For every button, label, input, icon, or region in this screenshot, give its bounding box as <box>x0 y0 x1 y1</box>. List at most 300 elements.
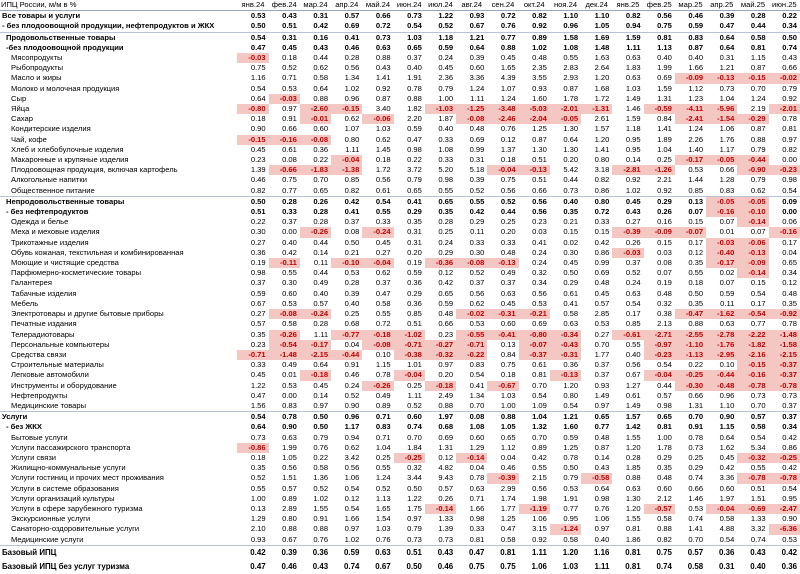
value-cell: 2.64 <box>594 63 610 73</box>
value-cell: 0.86 <box>594 247 610 257</box>
value-cell: 0.33 <box>438 134 454 144</box>
value-cell: -0.04 <box>394 370 425 380</box>
value-cell: -1.25 <box>456 104 487 114</box>
value-cell: 0.25 <box>375 452 391 462</box>
value-cell: 1.60 <box>532 93 547 103</box>
row-label: Обувь кожаная, текстильная и комбинированная <box>11 247 184 257</box>
value-cell: 0.93 <box>469 11 485 21</box>
value-cell: 0.52 <box>313 483 329 493</box>
value-cell: 0.69 <box>594 268 610 278</box>
value-cell: 0.08 <box>344 227 360 237</box>
value-cell: 1.11 <box>519 545 550 560</box>
row-label: Плодоовощная продукция, включая картофель <box>11 165 178 175</box>
column-header: сен.24 <box>487 0 518 11</box>
value-cell: -1.31 <box>581 104 612 114</box>
value-cell: 1.02 <box>344 534 360 544</box>
value-cell: 0.65 <box>438 288 454 298</box>
value-cell: 0.25 <box>657 155 672 165</box>
value-cell: 0.61 <box>563 288 579 298</box>
value-cell: 0.15 <box>750 278 766 288</box>
value-cell: -1.13 <box>675 350 706 360</box>
row-label: Базовый ИПЦ <box>0 545 237 560</box>
value-cell: 0.48 <box>657 288 672 298</box>
value-cell: 0.76 <box>313 534 329 544</box>
value-cell: 0.80 <box>581 196 612 207</box>
value-cell: 0.35 <box>688 298 704 308</box>
value-cell: 0.74 <box>688 514 704 524</box>
value-cell: 0.24 <box>438 237 454 247</box>
value-cell: 1.12 <box>688 83 704 93</box>
value-cell: 1.13 <box>657 42 672 52</box>
value-cell: -0.27 <box>425 340 456 350</box>
value-cell: 1.69 <box>581 32 612 43</box>
value-cell: 0.00 <box>782 155 797 165</box>
value-cell: 1.99 <box>282 442 297 452</box>
value-cell: 0.75 <box>657 21 672 31</box>
value-cell: 1.82 <box>407 104 422 114</box>
value-cell: 0.57 <box>250 319 266 329</box>
row-label: Меха и меховые изделия <box>11 227 100 237</box>
row-label: Экскурсионные услуги <box>11 514 91 524</box>
value-cell: 1.75 <box>407 503 422 513</box>
value-cell: 0.75 <box>282 175 297 185</box>
value-cell: 0.38 <box>657 309 672 319</box>
value-cell: 0.28 <box>750 11 766 21</box>
value-cell: 0.86 <box>782 442 797 452</box>
value-cell: 0.71 <box>469 493 485 503</box>
value-cell: -4.11 <box>675 104 706 114</box>
value-cell: 0.21 <box>563 217 579 227</box>
value-cell: 0.60 <box>657 483 672 493</box>
table-row <box>0 217 800 227</box>
value-cell: 1.46 <box>625 104 641 114</box>
value-cell: 0.87 <box>563 83 579 93</box>
value-cell: 0.04 <box>782 247 797 257</box>
value-cell: 0.83 <box>675 32 706 43</box>
value-cell: 1.24 <box>750 93 766 103</box>
value-cell: 0.11 <box>470 227 485 237</box>
value-cell: 1.03 <box>625 83 641 93</box>
value-cell: 0.43 <box>425 545 456 560</box>
row-label: Легковые автомобили <box>11 370 89 380</box>
value-cell: 0.74 <box>656 561 672 571</box>
row-label: Бытовые услуги <box>11 432 68 442</box>
value-cell: 0.43 <box>625 207 641 217</box>
row-label: Мясопродукты <box>11 53 63 63</box>
value-cell: 0.53 <box>282 83 297 93</box>
value-cell: 0.79 <box>407 175 422 185</box>
value-cell: 0.09 <box>769 196 800 207</box>
value-cell: 0.24 <box>625 278 641 288</box>
value-cell: 0.62 <box>750 185 766 195</box>
value-cell: 0.42 <box>313 21 329 31</box>
value-cell: 0.51 <box>532 175 547 185</box>
row-label: Строительные материалы <box>11 360 104 370</box>
value-cell: 0.54 <box>250 83 266 93</box>
value-cell: 1.16 <box>250 73 266 83</box>
value-cell: 0.87 <box>688 42 704 52</box>
value-cell: 1.20 <box>594 134 610 144</box>
value-cell: 1.31 <box>688 400 704 410</box>
value-cell: 0.97 <box>282 104 297 114</box>
value-cell: -0.23 <box>769 165 800 175</box>
value-cell: -2.47 <box>769 504 800 514</box>
value-cell: 0.03 <box>532 227 547 237</box>
value-cell: 0.59 <box>407 268 422 278</box>
value-cell: 0.48 <box>782 288 797 298</box>
value-cell: 5.34 <box>750 442 766 452</box>
value-cell: 0.48 <box>532 53 547 63</box>
value-cell: 1.99 <box>657 63 672 73</box>
value-cell: 0.21 <box>344 247 360 257</box>
value-cell: 1.15 <box>719 422 735 432</box>
value-cell: 0.70 <box>750 83 766 93</box>
value-cell: -0.31 <box>550 350 581 360</box>
value-cell: 0.52 <box>407 400 422 410</box>
value-cell: 0.50 <box>769 32 800 43</box>
value-cell: -2.15 <box>300 350 331 360</box>
value-cell: 0.45 <box>438 63 454 73</box>
value-cell: -0.08 <box>362 340 393 350</box>
value-cell: 0.70 <box>532 380 547 390</box>
value-cell: 0.40 <box>344 298 360 308</box>
value-cell: 0.66 <box>719 165 735 175</box>
value-cell: 2.20 <box>407 114 422 124</box>
value-cell: 0.63 <box>375 42 391 52</box>
value-cell: 0.70 <box>594 339 610 349</box>
value-cell: 0.42 <box>331 196 362 207</box>
value-cell: 1.77 <box>500 503 516 513</box>
value-cell: 1.04 <box>519 412 550 423</box>
value-cell: -1.82 <box>737 340 768 350</box>
table-row <box>0 330 800 340</box>
value-cell: 1.27 <box>625 380 641 390</box>
value-cell: 0.39 <box>344 288 360 298</box>
value-cell: 1.30 <box>563 144 579 154</box>
value-cell: 0.70 <box>313 175 329 185</box>
value-cell: 0.61 <box>375 185 391 195</box>
value-cell: 0.43 <box>375 63 391 73</box>
value-cell: 0.58 <box>750 422 766 432</box>
value-cell: 2.61 <box>594 114 610 124</box>
value-cell: 0.33 <box>469 524 485 534</box>
value-cell: 0.78 <box>407 83 422 93</box>
value-cell: 0.95 <box>625 144 641 154</box>
value-cell: 2.49 <box>438 390 454 400</box>
value-cell: 0.81 <box>750 42 766 52</box>
value-cell: 0.18 <box>250 114 266 124</box>
value-cell: 0.16 <box>300 32 331 43</box>
value-cell: 0.41 <box>469 380 485 390</box>
table-row <box>0 514 800 524</box>
value-cell: 1.11 <box>313 329 329 339</box>
table-row <box>0 433 800 443</box>
value-cell: 1.17 <box>344 422 360 432</box>
value-cell: 0.44 <box>657 380 672 390</box>
value-cell: 0.59 <box>250 288 266 298</box>
value-cell: 0.54 <box>237 32 268 43</box>
table-row <box>0 412 800 423</box>
value-cell: 1.34 <box>469 390 485 400</box>
value-cell: 1.51 <box>282 473 297 483</box>
value-cell: 0.26 <box>438 493 454 503</box>
table-row <box>0 494 800 504</box>
value-cell: 0.88 <box>500 42 516 52</box>
value-cell: 0.52 <box>469 268 485 278</box>
row-label: Персональные компьютеры <box>11 339 110 349</box>
value-cell: 0.30 <box>250 227 266 237</box>
value-cell: -0.15 <box>331 104 362 114</box>
row-label: Средства связи <box>11 349 67 359</box>
value-cell: 3.72 <box>407 165 422 175</box>
value-cell: -0.54 <box>269 340 300 350</box>
value-cell: -0.14 <box>737 268 768 278</box>
value-cell: 0.83 <box>282 400 297 410</box>
value-cell: 1.00 <box>500 400 516 410</box>
value-cell: 0.57 <box>438 483 454 493</box>
value-cell: -0.90 <box>737 165 768 175</box>
value-cell: 0.52 <box>250 473 266 483</box>
value-cell: 0.79 <box>750 144 766 154</box>
value-cell: 0.41 <box>394 196 425 207</box>
value-cell: 0.65 <box>581 412 612 423</box>
value-cell: 2.99 <box>500 483 516 493</box>
value-cell: 0.37 <box>500 278 516 288</box>
value-cell: 0.93 <box>594 380 610 390</box>
value-cell: 0.62 <box>469 298 485 308</box>
value-cell: 0.88 <box>313 524 329 534</box>
value-cell: -1.76 <box>706 340 737 350</box>
value-cell: 1.78 <box>657 442 672 452</box>
value-cell: 0.67 <box>375 561 391 571</box>
value-cell: 1.04 <box>719 93 735 103</box>
value-cell: 0.28 <box>313 217 329 227</box>
value-cell: 0.46 <box>344 42 360 52</box>
value-cell: 0.39 <box>269 545 300 560</box>
value-cell: 0.88 <box>688 319 704 329</box>
value-cell: 0.72 <box>375 21 391 31</box>
table-row <box>0 145 800 155</box>
value-cell: 0.02 <box>563 237 579 247</box>
value-cell: 0.82 <box>782 144 797 154</box>
value-cell: 0.48 <box>500 247 516 257</box>
value-cell: 0.42 <box>782 463 797 473</box>
value-cell: 0.17 <box>750 298 766 308</box>
row-label: Услуги <box>0 412 237 423</box>
value-cell: 0.46 <box>500 463 516 473</box>
value-cell: -0.77 <box>331 330 362 340</box>
value-cell: 0.50 <box>300 412 331 423</box>
value-cell: 0.88 <box>282 524 297 534</box>
value-cell: 0.50 <box>313 422 329 432</box>
value-cell: 0.62 <box>344 114 360 124</box>
value-cell: 0.44 <box>313 268 329 278</box>
value-cell: 0.34 <box>532 278 547 288</box>
value-cell: 0.60 <box>469 63 485 73</box>
row-label: Хлеб и хлебобулочные изделия <box>11 144 124 154</box>
value-cell: 2.21 <box>657 175 672 185</box>
value-cell: 0.23 <box>532 217 547 227</box>
table-row <box>0 124 800 134</box>
value-cell: 0.89 <box>282 493 297 503</box>
value-cell: 0.54 <box>532 390 547 400</box>
value-cell: -0.26 <box>269 330 300 340</box>
value-cell: 0.53 <box>594 319 610 329</box>
value-cell: 0.19 <box>250 258 266 268</box>
value-cell: 1.41 <box>688 524 704 534</box>
value-cell: 0.17 <box>782 237 797 247</box>
value-cell: -1.10 <box>675 340 706 350</box>
value-cell: 0.73 <box>688 442 704 452</box>
value-cell: -0.39 <box>612 227 643 237</box>
value-cell: 0.52 <box>375 483 391 493</box>
value-cell: -0.24 <box>362 227 393 237</box>
value-cell: 0.37 <box>594 360 610 370</box>
value-cell: -1.83 <box>300 165 331 175</box>
value-cell: 1.05 <box>594 21 610 31</box>
row-label: Продовольственные товары <box>0 32 237 43</box>
value-cell: 0.33 <box>500 237 516 247</box>
value-cell: 1.07 <box>500 83 516 93</box>
value-cell: 0.37 <box>344 217 360 227</box>
value-cell: 0.58 <box>375 298 391 308</box>
value-cell: 1.85 <box>625 463 641 473</box>
row-label: Инструменты и оборудование <box>11 380 117 390</box>
row-label: Жилищно-коммунальные услуги <box>11 463 126 473</box>
value-cell: 0.37 <box>469 278 485 288</box>
table-row <box>0 73 800 83</box>
value-cell: -0.92 <box>769 309 800 319</box>
value-cell: 0.29 <box>407 207 422 217</box>
value-cell: 2.26 <box>688 134 704 144</box>
value-cell: 1.11 <box>407 390 422 400</box>
value-cell: 1.08 <box>438 144 454 154</box>
value-cell: 1.49 <box>625 93 641 103</box>
value-cell: 0.95 <box>563 514 579 524</box>
value-cell: 0.50 <box>237 196 268 207</box>
value-cell: 0.52 <box>625 268 641 278</box>
value-cell: 0.88 <box>625 473 641 483</box>
value-cell: 0.66 <box>438 319 454 329</box>
value-cell: -1.02 <box>394 330 425 340</box>
value-cell: 0.75 <box>500 360 516 370</box>
value-cell: 0.52 <box>487 196 518 207</box>
value-cell: 0.45 <box>313 380 329 390</box>
value-cell: 1.06 <box>532 514 547 524</box>
value-cell: 0.35 <box>438 207 454 217</box>
value-cell: 0.59 <box>719 288 735 298</box>
value-cell: 0.64 <box>313 83 329 93</box>
value-cell: 0.59 <box>688 21 704 31</box>
value-cell: 0.27 <box>250 237 266 247</box>
value-cell: -2.22 <box>737 330 768 340</box>
value-cell: 0.51 <box>407 319 422 329</box>
value-cell: 0.15 <box>563 227 579 237</box>
value-cell: 0.48 <box>469 124 485 134</box>
value-cell: -0.05 <box>550 114 581 124</box>
value-cell: 0.73 <box>362 32 393 43</box>
column-header: июл.24 <box>425 0 456 11</box>
value-cell: 0.80 <box>594 155 610 165</box>
value-cell: 0.47 <box>250 390 266 400</box>
value-cell: 0.94 <box>344 432 360 442</box>
value-cell: 0.32 <box>532 268 547 278</box>
value-cell: 0.23 <box>250 339 266 349</box>
value-cell: 0.42 <box>438 278 454 288</box>
value-cell: 0.43 <box>313 42 329 52</box>
table-row <box>0 135 800 145</box>
value-cell: 1.91 <box>563 493 579 503</box>
value-cell: -1.24 <box>550 524 581 534</box>
value-cell: 0.55 <box>456 196 487 207</box>
value-cell: 0.36 <box>706 545 737 560</box>
value-cell: 0.40 <box>688 53 704 63</box>
value-cell: 0.47 <box>456 545 487 560</box>
value-cell: -0.26 <box>362 381 393 391</box>
value-cell: 0.30 <box>563 247 579 257</box>
value-cell: -0.04 <box>331 155 362 165</box>
value-cell: -0.40 <box>706 248 737 258</box>
value-cell: -0.17 <box>706 258 737 268</box>
value-cell: 0.60 <box>500 319 516 329</box>
value-cell: 0.63 <box>469 483 485 493</box>
table-row <box>0 381 800 391</box>
value-cell: 0.45 <box>500 298 516 308</box>
value-cell: 0.63 <box>625 483 641 493</box>
value-cell: 0.99 <box>469 144 485 154</box>
value-cell: -0.78 <box>737 473 768 483</box>
value-cell: 1.32 <box>532 422 547 432</box>
value-cell: -0.13 <box>737 248 768 258</box>
value-cell: 0.52 <box>344 390 360 400</box>
value-cell: 0.45 <box>612 196 643 207</box>
value-cell: 0.92 <box>532 534 547 544</box>
value-cell: 0.41 <box>344 207 360 217</box>
value-cell: 0.87 <box>532 134 547 144</box>
value-cell: 0.65 <box>407 42 422 52</box>
value-cell: 0.55 <box>375 463 391 473</box>
table-row <box>0 340 800 350</box>
table-row <box>0 453 800 463</box>
value-cell: 0.63 <box>362 545 393 560</box>
value-cell: 0.39 <box>469 53 485 63</box>
value-cell: 1.42 <box>625 422 641 432</box>
value-cell: 1.65 <box>375 503 391 513</box>
value-cell: 0.39 <box>719 11 735 21</box>
value-cell: 0.29 <box>407 288 422 298</box>
value-cell: 0.93 <box>532 83 547 93</box>
value-cell: -2.81 <box>612 165 643 175</box>
value-cell: 0.82 <box>532 11 547 21</box>
value-cell: 0.92 <box>375 83 391 93</box>
value-cell: 1.09 <box>532 400 547 410</box>
value-cell: 0.50 <box>406 561 422 571</box>
value-cell: -0.02 <box>769 73 800 83</box>
value-cell: 0.81 <box>625 524 641 534</box>
value-cell: 0.63 <box>625 53 641 63</box>
value-cell: 0.88 <box>438 400 454 410</box>
value-cell: 0.50 <box>250 21 266 31</box>
value-cell: 1.03 <box>394 32 425 43</box>
value-cell: 0.14 <box>625 155 641 165</box>
value-cell: 0.90 <box>706 412 737 423</box>
value-cell: 1.07 <box>344 124 360 134</box>
value-cell: -0.43 <box>550 340 581 350</box>
value-cell: 0.70 <box>532 432 547 442</box>
value-cell: 0.71 <box>375 432 391 442</box>
value-cell: 0.96 <box>344 93 360 103</box>
value-cell: 1.97 <box>719 493 735 503</box>
